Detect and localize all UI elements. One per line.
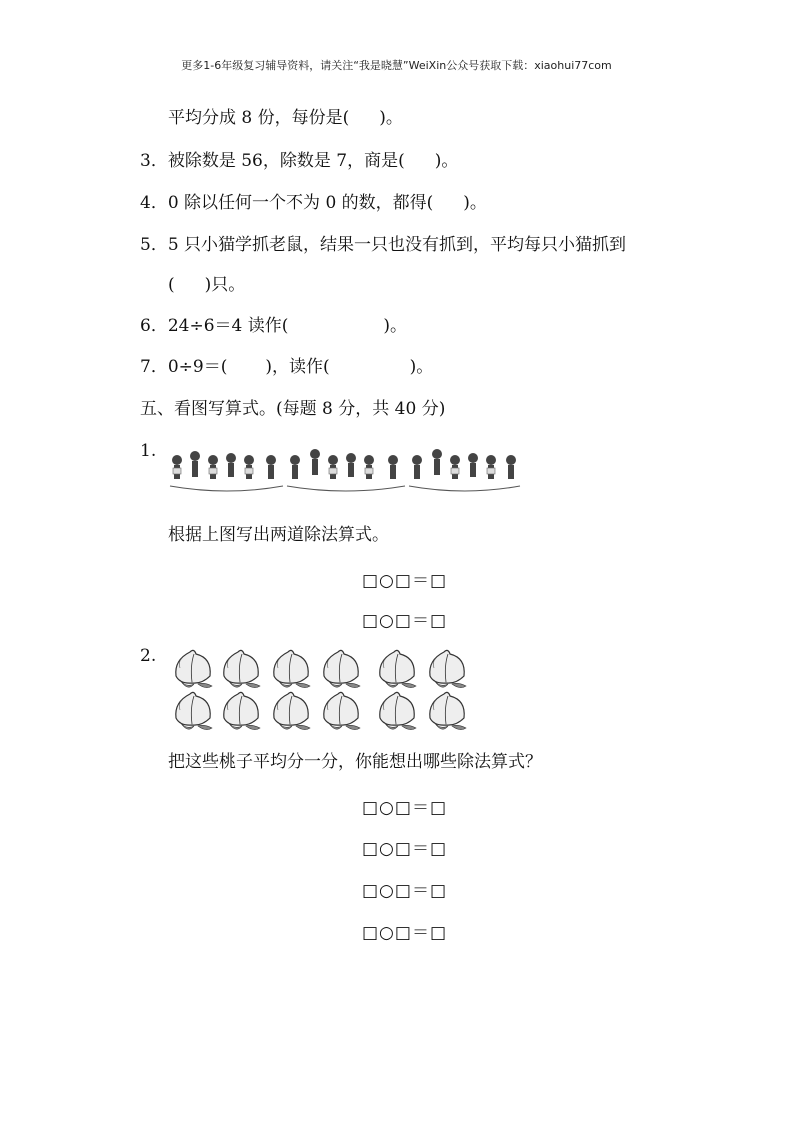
formula-box[interactable]: □○□＝□ [362, 839, 448, 859]
problem-1-number: 1. [140, 441, 157, 461]
problem-2-number: 2. [140, 646, 157, 666]
section-5-title: 五、看图写算式。(每题 8 分，共 40 分) [140, 399, 446, 419]
formula-box[interactable]: □○□＝□ [362, 611, 448, 631]
question-4 [140, 192, 487, 214]
text: )。 [379, 108, 403, 128]
problem-2-question: 把这些桃子平均分一分，你能想出哪些除法算式？ [168, 752, 542, 772]
text: ( [168, 275, 175, 295]
text: )。 [409, 357, 434, 377]
formula-box[interactable]: □○□＝□ [362, 798, 448, 818]
text: 7．0÷9＝( [140, 357, 228, 377]
text: )。 [434, 151, 459, 171]
question-5: 5．5 只小猫学抓老鼠，结果一只也没有抓到，平均每只小猫抓到 [140, 235, 627, 255]
text: 3．被除数是 56，除数是 7，商是( [140, 151, 405, 171]
children-jumping-rope-image [165, 446, 525, 496]
twelve-peaches-illustration [170, 646, 475, 734]
formula-box[interactable]: □○□＝□ [362, 881, 448, 901]
text: 6．24÷6＝4 读作( [140, 316, 289, 336]
text: 平均分成 8 份，每份是( [168, 108, 350, 128]
text: )只。 [204, 275, 246, 295]
question-3 [140, 150, 458, 172]
text: )。 [383, 316, 408, 336]
problem-1-question: 根据上图写出两道除法算式。 [168, 525, 389, 545]
peaches-image [170, 646, 475, 734]
question-7 [140, 356, 433, 378]
text: )。 [463, 193, 487, 213]
question-6 [140, 315, 407, 337]
page-header: 更多1-6年级复习辅导资料，请关注“我是晓慧”WeiXin公众号获取下载：xiaohui77com [181, 59, 612, 72]
formula-box[interactable]: □○□＝□ [362, 923, 448, 943]
text: )，读作( [265, 357, 330, 377]
formula-box[interactable]: □○□＝□ [362, 571, 448, 591]
jump-rope-illustration [165, 446, 525, 496]
text: 4．0 除以任何一个不为 0 的数，都得( [140, 193, 434, 213]
question-2-continuation [168, 107, 403, 129]
question-5-answer-line [168, 274, 245, 296]
